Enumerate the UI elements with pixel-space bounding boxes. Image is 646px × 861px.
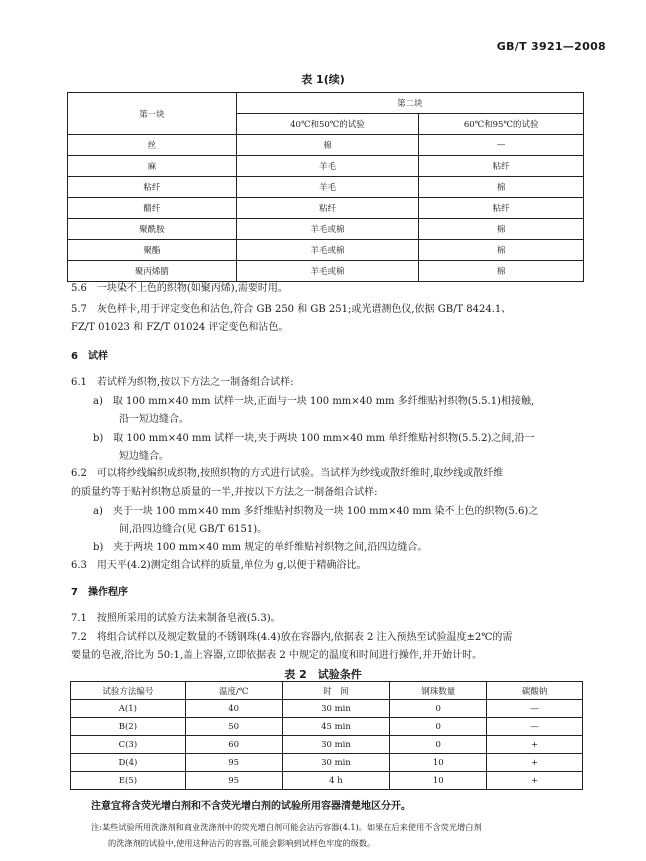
table-cell: 45 min (282, 718, 390, 736)
table-cell: 60 (185, 736, 282, 754)
table-cell: 棉 (236, 135, 419, 156)
table-cell: 羊毛或棉 (236, 240, 419, 261)
table-cell: 粘纤 (419, 198, 584, 219)
table-cell: 羊毛或棉 (236, 261, 419, 282)
clause-6-1-b-line2: 短边缝合。 (119, 451, 169, 462)
table-cell: 40 (185, 700, 282, 718)
table-cell: 聚酰胺 (68, 219, 237, 240)
table1-caption: 表 1(续) (301, 73, 345, 86)
table-row (68, 156, 584, 177)
table-cell: 30 min (282, 700, 390, 718)
table2-header-temperature: 温度/℃ (185, 682, 282, 700)
clause-6-1-b-line1: b) 取 100 mm×40 mm 试样一块,夹于两块 100 mm×40 mm 单纤维贴衬织物(5.5.2)之间,沿一 (93, 433, 535, 444)
table-row (68, 219, 584, 240)
table1-header-first: 第一块 (68, 93, 237, 135)
clause-6-1-a-line1: a) 取 100 mm×40 mm 试样一块,正面与一块 100 mm×40 mm 多纤维贴衬织物(5.5.1)相接触, (93, 396, 535, 407)
clause-7-2-line1: 7.2 将组合试样以及规定数量的不锈钢珠(4.4)放在容器内,依据表 2 注入预热至试验温度±2℃的需 (71, 632, 513, 643)
clause-5-7-line1: 5.7 灰色样卡,用于评定变色和沾色,符合 GB 250 和 GB 251;或光谱测色仪,依据 GB/T 8424.1、 (71, 304, 512, 315)
table-cell: 10 (390, 772, 487, 790)
table-cell: 95 (185, 772, 282, 790)
table-row (68, 135, 584, 156)
table-cell: 粘纤 (419, 156, 584, 177)
clause-5-7-line2: FZ/T 01023 和 FZ/T 01024 评定变色和沾色。 (71, 322, 289, 333)
table-cell: E(5) (71, 772, 186, 790)
table-cell: + (487, 736, 583, 754)
table-cell: D(4) (71, 754, 186, 772)
table-cell: — (487, 700, 583, 718)
table1 (67, 92, 584, 282)
table-cell: 聚酯 (68, 240, 237, 261)
table2-header-steel-balls: 钢珠数量 (390, 682, 487, 700)
table-cell: 0 (390, 700, 487, 718)
table-cell: 棉 (419, 177, 584, 198)
clause-6-2-a-line1: a) 夹于一块 100 mm×40 mm 多纤维贴衬织物及一块 100 mm×40 mm 染不上色的织物(5.6)之 (93, 506, 539, 517)
clause-6-1: 6.1 若试样为织物,按以下方法之一制备组合试样: (71, 377, 294, 388)
clause-6-3: 6.3 用天平(4.2)测定组合试样的质量,单位为 g,以便于精确浴比。 (71, 560, 367, 571)
table-cell: 棉 (419, 240, 584, 261)
table-cell: + (487, 754, 583, 772)
table-cell: 棉 (419, 219, 584, 240)
table-cell: 粘纤 (68, 177, 237, 198)
table-cell: 棉 (419, 261, 584, 282)
table-row (68, 198, 584, 219)
table-cell: 羊毛 (236, 177, 419, 198)
table-cell: 羊毛或棉 (236, 219, 419, 240)
table-cell: 丝 (68, 135, 237, 156)
section-6-heading: 6 试样 (71, 351, 108, 362)
clause-6-2-line1: 6.2 可以将纱线编织成织物,按照织物的方式进行试验。当试样为纱线或散纤维时,取纱线或散纤维 (71, 468, 504, 479)
table-cell: A(1) (71, 700, 186, 718)
clause-6-2-a-line2: 间,沿四边缝合(见 GB/T 6151)。 (119, 524, 268, 535)
standard-number: GB/T 3921—2008 (496, 40, 606, 53)
table2-header-sodium-carbonate: 碳酸钠 (487, 682, 583, 700)
clause-7-1: 7.1 按照所采用的试验方法来制备皂液(5.3)。 (71, 613, 281, 624)
table-cell: 30 min (282, 754, 390, 772)
note-line1: 注:某些试验所用洗涤剂和商业洗涤剂中的荧光增白剂可能会沾污容器(4.1)。如果在后来使用不含荧光增白剂 (91, 822, 482, 832)
table-cell: B(2) (71, 718, 186, 736)
clause-6-2-b: b) 夹于两块 100 mm×40 mm 规定的单纤维贴衬织物之间,沿四边缝合。 (93, 542, 428, 553)
table-cell: 粘纤 (236, 198, 419, 219)
table-cell: 4 h (282, 772, 390, 790)
table-cell: 30 min (282, 736, 390, 754)
clause-5-6: 5.6 一块染不上色的织物(如聚丙烯),需要时用。 (71, 283, 288, 294)
table1-subheader-60-95: 60℃和95℃的试验 (419, 114, 584, 135)
note-line2: 的洗涤剂的试验中,使用这种沾污的容器,可能会影响到试样色牢度的级数。 (108, 838, 376, 848)
clause-6-1-a-line2: 沿一短边缝合。 (119, 414, 189, 425)
table-cell: 95 (185, 754, 282, 772)
table-cell: 10 (390, 754, 487, 772)
table-cell: 0 (390, 736, 487, 754)
table-row (68, 177, 584, 198)
table2-header-time: 时 间 (282, 682, 390, 700)
table2-header-method: 试验方法编号 (71, 682, 186, 700)
table1-header-second: 第二块 (236, 93, 583, 114)
table-row (71, 718, 583, 736)
table-row (68, 261, 584, 282)
table1-subheader-40-50: 40℃和50℃的试验 (236, 114, 419, 135)
clause-7-2-line2: 要量的皂液,浴比为 50:1,盖上容器,立即依据表 2 中规定的温度和时间进行操作,并开始计时。 (71, 650, 483, 661)
table-row (71, 736, 583, 754)
section-7-heading: 7 操作程序 (71, 587, 128, 598)
clause-6-2-line2: 的质量约等于贴衬织物总质量的一半,并按以下方法之一制备组合试样: (71, 487, 378, 498)
container-warning: 注意宜将含荧光增白剂和不含荧光增白剂的试验所用容器清楚地区分开。 (91, 801, 411, 812)
table-cell: + (487, 772, 583, 790)
table-cell: 0 (390, 718, 487, 736)
table-cell: 羊毛 (236, 156, 419, 177)
table-cell: — (487, 718, 583, 736)
table-cell: 麻 (68, 156, 237, 177)
table2-caption: 表 2 试验条件 (284, 668, 362, 681)
table-cell: 聚丙烯腈 (68, 261, 237, 282)
table-cell: 醋纤 (68, 198, 237, 219)
table-header-row (71, 682, 583, 700)
table-cell: C(3) (71, 736, 186, 754)
table2 (70, 681, 583, 790)
table-row (68, 240, 584, 261)
table-cell: 50 (185, 718, 282, 736)
table-row (71, 754, 583, 772)
table-row (71, 772, 583, 790)
table-row (71, 700, 583, 718)
table-cell: — (419, 135, 584, 156)
